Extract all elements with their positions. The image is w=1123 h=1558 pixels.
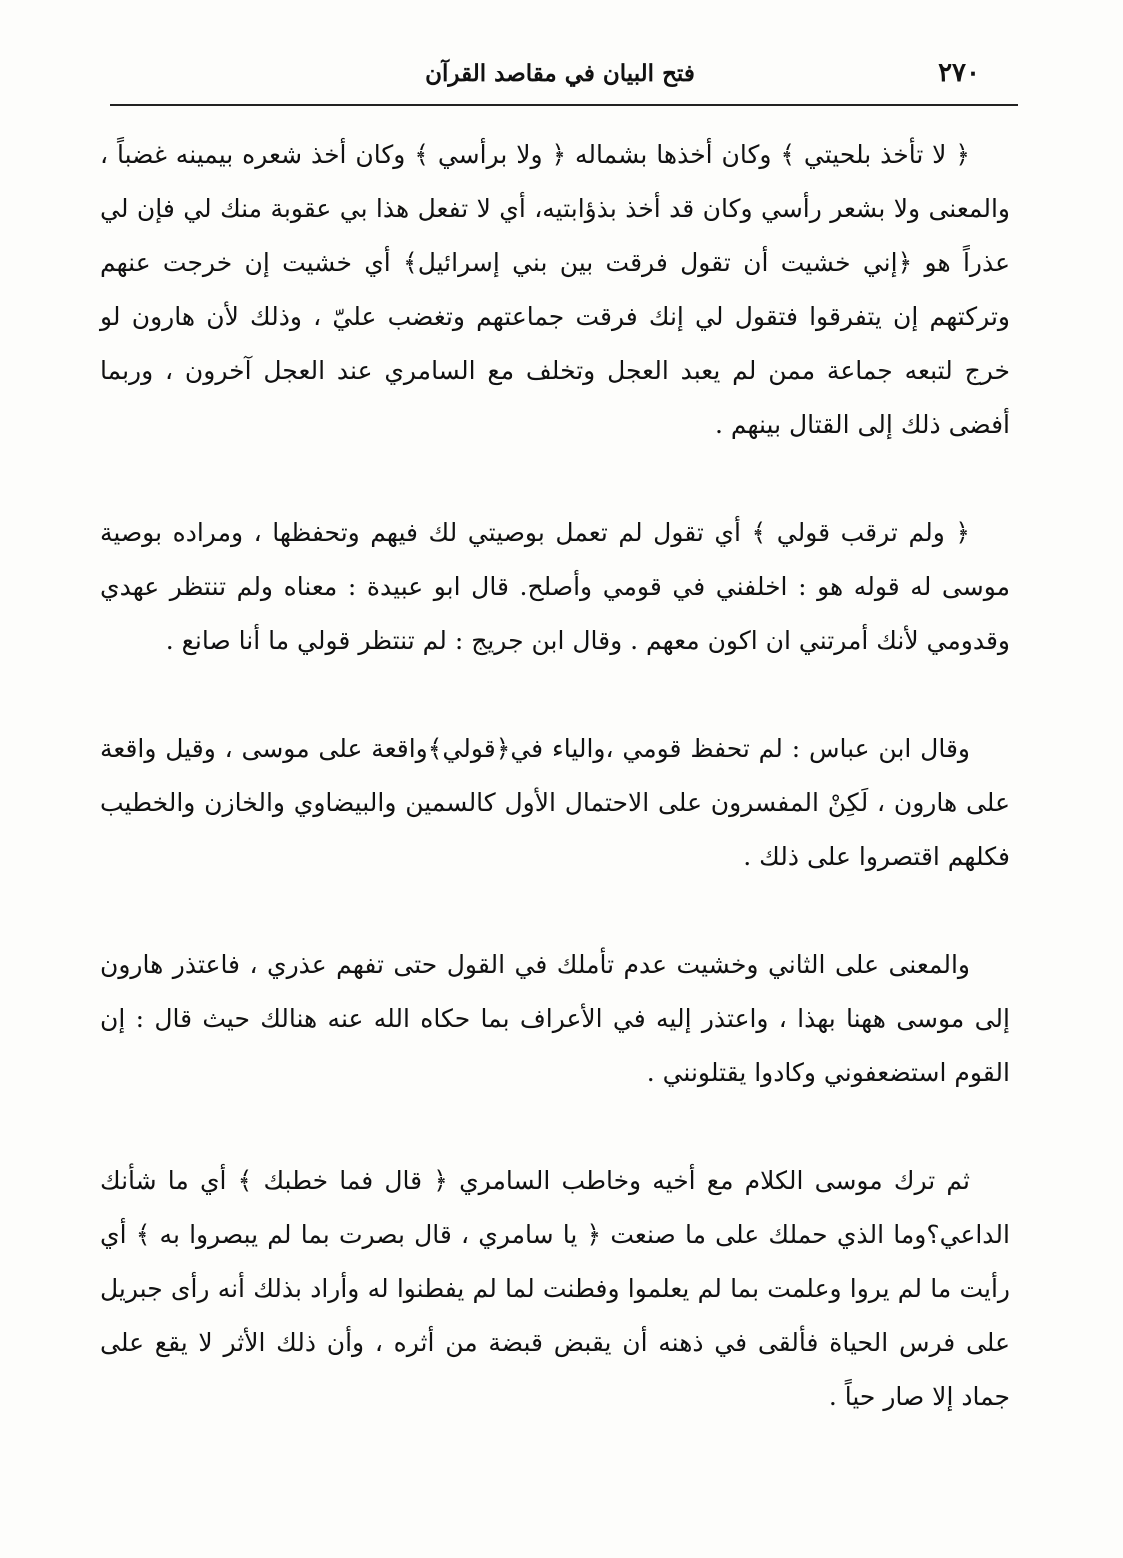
paragraph-3: وقال ابن عباس : لم تحفظ قومي ،والياء في﴿قولي﴾واقعة على موسى ، وقيل واقعة على هارون ، لَكِنْ المفسرون على الاحتمال الأول كالسمين والبيضاوي والخازن والخطيب فكلهم اقتصروا على ذلك . bbox=[100, 734, 1010, 871]
paragraph-5: ثم ترك موسى الكلام مع أخيه وخاطب السامري ﴿ قال فما خطبك ﴾ أي ما شأنك الداعي؟وما الذي حملك على ما صنعت ﴿ يا سامري ، قال بصرت بما لم يبصروا به ﴾ أي رأيت ما لم يروا وعلمت بما لم يعلموا وفطنت لما لم يفطنوا له وأراد بذلك أنه رأى جبريل على فرس الحياة فألقى في ذهنه أن يقبض قبضة من أثره ، وأن ذلك الأثر لا يقع على جماد إلا صار حياً . bbox=[100, 1166, 1010, 1411]
book-title: فتح البيان في مقاصد القرآن bbox=[425, 60, 695, 87]
page-body bbox=[100, 128, 1010, 1424]
paragraph-1: ﴿ لا تأخذ بلحيتي ﴾ وكان أخذها بشماله ﴿ ولا برأسي ﴾ وكان أخذ شعره بيمينه غضباً ، والمعنى ولا بشعر رأسي وكان قد أخذ بذؤابتيه، أي لا تفعل هذا بي عقوبة منك لي فإن لي عذراً هو ﴿إني خشيت أن تقول فرقت بين بني إسرائيل﴾ أي خشيت إن خرجت عنهم وتركتهم إن يتفرقوا فتقول لي إنك فرقت جماعتهم وتغضب عليّ ، وذلك لأن هارون لو خرج لتبعه جماعة ممن لم يعبد العجل وتخلف مع السامري عند العجل آخرون ، وربما أفضى ذلك إلى القتال بينهم . bbox=[100, 140, 1010, 439]
page-number: ٢٧٠ bbox=[938, 58, 980, 88]
running-header bbox=[100, 48, 1020, 98]
paragraph-4: والمعنى على الثاني وخشيت عدم تأملك في القول حتى تفهم عذري ، فاعتذر هارون إلى موسى ههنا بهذا ، واعتذر إليه في الأعراف بما حكاه الله عنه هنالك حيث قال : إن القوم استضعفوني وكادوا يقتلونني . bbox=[100, 950, 1010, 1087]
header-rule bbox=[110, 104, 1018, 106]
paragraph-2: ﴿ ولم ترقب قولي ﴾ أي تقول لم تعمل بوصيتي لك فيهم وتحفظها ، ومراده بوصية موسى له قوله هو : اخلفني في قومي وأصلح. قال ابو عبيدة : معناه ولم تنتظر عهدي وقدومي لأنك أمرتني ان اكون معهم . وقال ابن جريج : لم تنتظر قولي ما أنا صانع . bbox=[100, 518, 1010, 655]
